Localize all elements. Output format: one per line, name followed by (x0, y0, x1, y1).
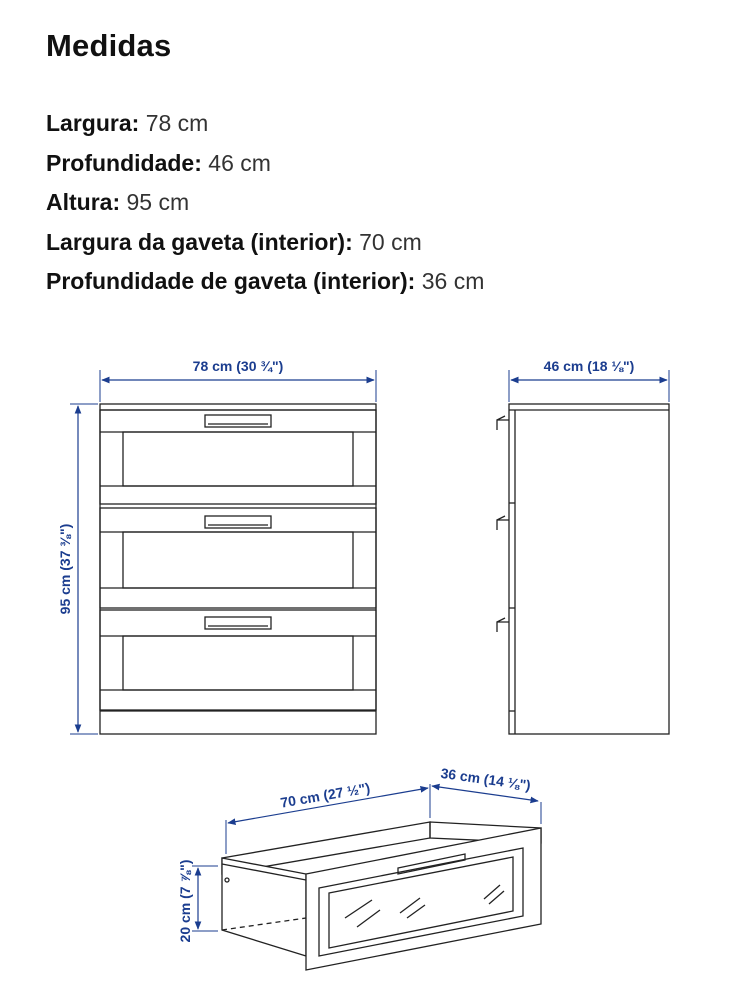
spec-value: 46 cm (208, 149, 271, 176)
spec-value: 36 cm (421, 268, 485, 294)
spec-value: 95 cm (126, 189, 190, 215)
front-width-label: 78 cm (30 ¾") (192, 358, 284, 374)
front-height-dimension (57, 404, 98, 734)
front-view (100, 404, 376, 734)
spec-label: Largura da gaveta (interior): (46, 228, 353, 255)
drawer-view (222, 822, 541, 970)
side-handle-3 (497, 618, 509, 632)
page-title: Medidas (46, 28, 172, 63)
spec-label: Largura: (46, 110, 140, 136)
spec-label: Altura: (46, 189, 121, 215)
spec-label: Profundidade: (46, 149, 202, 176)
side-handle-2 (497, 516, 509, 530)
front-height-label: 95 cm (37 ⅜") (57, 523, 73, 615)
front-drawer-2 (100, 508, 376, 608)
drawer-depth-label: 36 cm (14 ⅛") (439, 764, 532, 794)
side-outline (509, 404, 669, 734)
spec-value: 70 cm (359, 228, 422, 255)
drawer-handle (205, 415, 271, 427)
side-handle-1 (497, 416, 509, 430)
drawer-handle (205, 516, 271, 528)
front-outline (100, 404, 376, 734)
side-depth-dimension (509, 358, 669, 402)
drawer-height-dimension (177, 860, 218, 943)
drawer-height-label: 20 cm (7 ⅞") (177, 859, 193, 943)
side-view (497, 404, 669, 734)
side-depth-label: 46 cm (18 ⅛") (543, 358, 635, 374)
spec-label: Profundidade de gaveta (interior): (46, 268, 416, 294)
front-width-dimension (100, 358, 376, 402)
front-drawer-1 (100, 410, 376, 504)
front-drawer-3 (100, 610, 376, 710)
drawer-handle (205, 617, 271, 629)
drawer-width-label: 70 cm (27 ½") (279, 779, 372, 811)
spec-value: 78 cm (145, 110, 209, 136)
drawer-depth-dimension (432, 765, 541, 824)
